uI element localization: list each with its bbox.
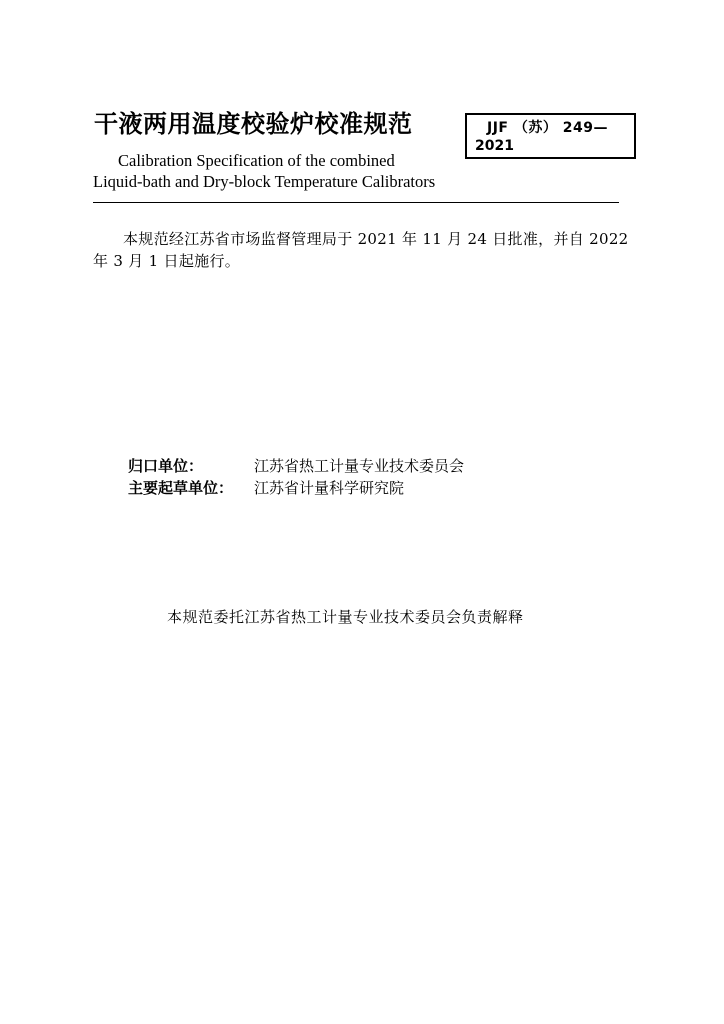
drafting-unit-value: 江苏省计量科学研究院 [254, 479, 405, 497]
approval-statement: 本规范经江苏省市场监督管理局于 2021 年 11 月 24 日批准，并自 2022 年 3 月 1 日起施行。 [93, 230, 629, 270]
document-title-cn: 干液两用温度校验炉校准规范 [94, 110, 413, 138]
organizations-block [128, 455, 464, 499]
responsible-unit-value: 江苏省热工计量专业技术委员会 [254, 457, 465, 475]
standard-code-line2: 2021 [475, 138, 514, 154]
standard-code-line1: JJF （苏） 249— [487, 120, 608, 136]
drafting-unit-label: 主要起草单位： [128, 479, 234, 497]
document-title-en [93, 150, 435, 192]
responsible-unit-label: 归口单位： [128, 457, 204, 475]
responsible-unit-row [128, 455, 464, 477]
title-en-line1: Calibration Specification of the combined [118, 151, 395, 170]
drafting-unit-row [128, 477, 464, 499]
header-divider [93, 202, 619, 203]
interpretation-statement: 本规范委托江苏省热工计量专业技术委员会负责解释 [167, 608, 524, 626]
standard-code-box [465, 113, 636, 159]
title-en-line2: Liquid-bath and Dry-block Temperature Calibrators [93, 172, 436, 191]
